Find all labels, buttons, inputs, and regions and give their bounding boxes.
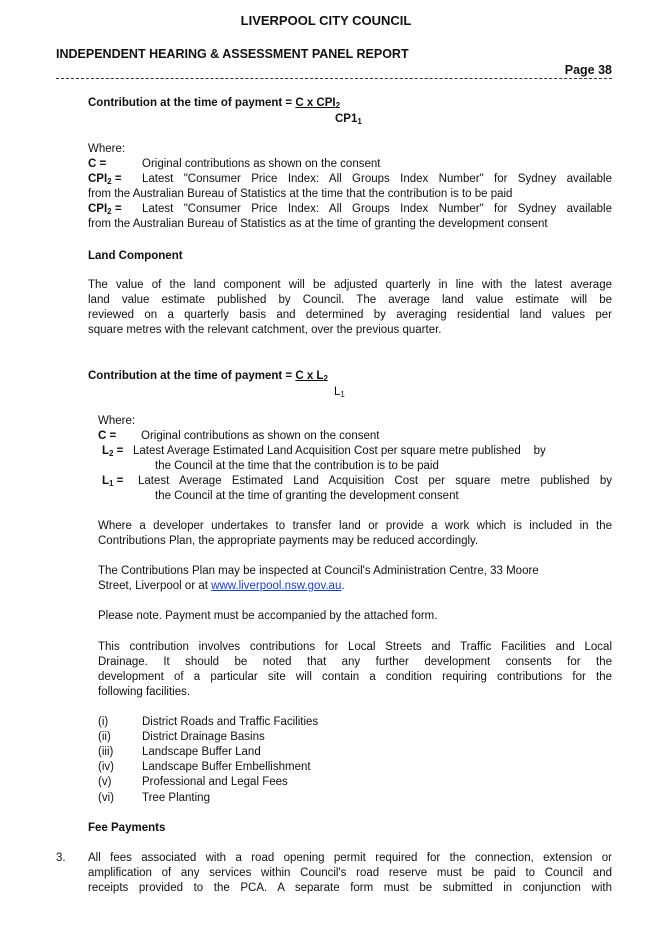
c-key-2: C = (98, 430, 117, 442)
list-item-num: (v) (98, 776, 112, 788)
contribution-para-line-4: following facilities. (98, 686, 191, 698)
list-item: Professional and Legal Fees (142, 776, 288, 788)
inspect-para-line-2: Street, Liverpool or at www.liverpool.nsw.gov.au. (98, 580, 345, 592)
page-number: Page 38 (564, 63, 612, 77)
l2-key: $L_2$ = (102, 445, 124, 458)
where-label-2: Where: (98, 415, 136, 427)
list-item-num: (vi) (98, 792, 114, 804)
contribution-para-line-3: development of a particular site will contain a condition requiring contributions for the (98, 671, 612, 683)
cpi1-key: $CPI_2$ = (88, 203, 122, 216)
l1-definition-line-2: the Council at the time of granting the development consent (155, 490, 459, 502)
transfer-para-line-2: Contributions Plan, the appropriate payments may be reduced accordingly. (98, 535, 479, 547)
fee-item-number: 3. (56, 852, 66, 864)
inspect-para-line-1: The Contributions Plan may be inspected at Council's Administration Centre, 33 Moore (98, 565, 539, 577)
l2-definition-line-1: Latest Average Estimated Land Acquisition Cost per square metre published by (133, 445, 546, 457)
formula-2-denominator: $L_1$ (334, 386, 345, 399)
l1-definition-line-1: Latest Average Estimated Land Acquisition Cost per square metre published by (138, 475, 612, 487)
cpi1-definition-line-2: from the Australian Bureau of Statistics as at the time of granting the development consent (88, 218, 548, 230)
list-item-num: (iv) (98, 761, 114, 773)
fee-para-line-3: receipts provided to the PCA. A separate form must be submitted in conjunction with (88, 882, 612, 894)
council-website-link[interactable]: www.liverpool.nsw.gov.au (211, 580, 342, 592)
list-item: Landscape Buffer Land (142, 746, 261, 758)
formula-2 (88, 369, 328, 384)
header-rule (56, 78, 612, 79)
header-org: LIVERPOOL CITY COUNCIL (240, 13, 412, 28)
list-item-num: (iii) (98, 746, 114, 758)
list-item: Tree Planting (142, 792, 210, 804)
land-para-line-1: The value of the land component will be adjusted quarterly in line with the latest average (88, 279, 612, 291)
l1-key: $L_1$ = (102, 475, 124, 488)
land-para-line-3: reviewed on a quarterly basis and determined by averaging residential land values per (88, 309, 612, 321)
land-component-heading: Land Component (88, 250, 183, 262)
payment-note: Please note. Payment must be accompanied by the attached form. (98, 610, 438, 622)
c-key-1: C = (88, 158, 107, 170)
transfer-para-line-1: Where a developer undertakes to transfer land or provide a work which is included in the (98, 520, 612, 532)
report-title: INDEPENDENT HEARING & ASSESSMENT PANEL REPORT (56, 47, 409, 61)
fee-para-line-2: amplification of any services within Council's road reserve must be paid to Council and (88, 867, 612, 879)
list-item-num: (i) (98, 716, 109, 728)
where-label-1: Where: (88, 143, 126, 155)
formula-2-numerator: C x $L_2$ (295, 370, 328, 383)
land-para-line-4: square metres with the relevant catchment, over the previous quarter. (88, 324, 442, 336)
cpi2-definition-line-1: Latest "Consumer Price Index: All Groups Index Number" for Sydney available (142, 173, 612, 185)
fee-para-line-1: All fees associated with a road opening permit required for the connection, extension or (88, 852, 612, 864)
list-item: District Drainage Basins (142, 731, 265, 743)
contribution-para-line-1: This contribution involves contributions for Local Streets and Traffic Facilities and Local (98, 641, 612, 653)
cpi1-definition-line-1: Latest "Consumer Price Index: All Groups Index Number" for Sydney available (142, 203, 612, 215)
c-definition-1: Original contributions as shown on the consent (142, 158, 381, 170)
formula-2-lhs: Contribution at the time of payment = (88, 370, 296, 382)
formula-1 (88, 96, 340, 111)
formula-1-denominator: $CP1_1$ (335, 113, 362, 126)
fee-payments-heading: Fee Payments (88, 822, 166, 834)
formula-1-numerator: C x $CPI_2$ (295, 97, 341, 110)
contribution-para-line-2: Drainage. It should be noted that any further development consents for the (98, 656, 612, 668)
cpi2-key: $CPI_2$ = (88, 173, 122, 186)
c-definition-2: Original contributions as shown on the consent (141, 430, 380, 442)
formula-1-lhs: Contribution at the time of payment = (88, 97, 296, 109)
land-para-line-2: land value estimate published by Council. The average land value estimate will be (88, 294, 612, 306)
l2-definition-line-2: the Council at the time that the contribution is to be paid (155, 460, 439, 472)
cpi2-definition-line-2: from the Australian Bureau of Statistics at the time that the contribution is to be paid (88, 188, 513, 200)
list-item: District Roads and Traffic Facilities (142, 716, 319, 728)
list-item: Landscape Buffer Embellishment (142, 761, 311, 773)
list-item-num: (ii) (98, 731, 111, 743)
